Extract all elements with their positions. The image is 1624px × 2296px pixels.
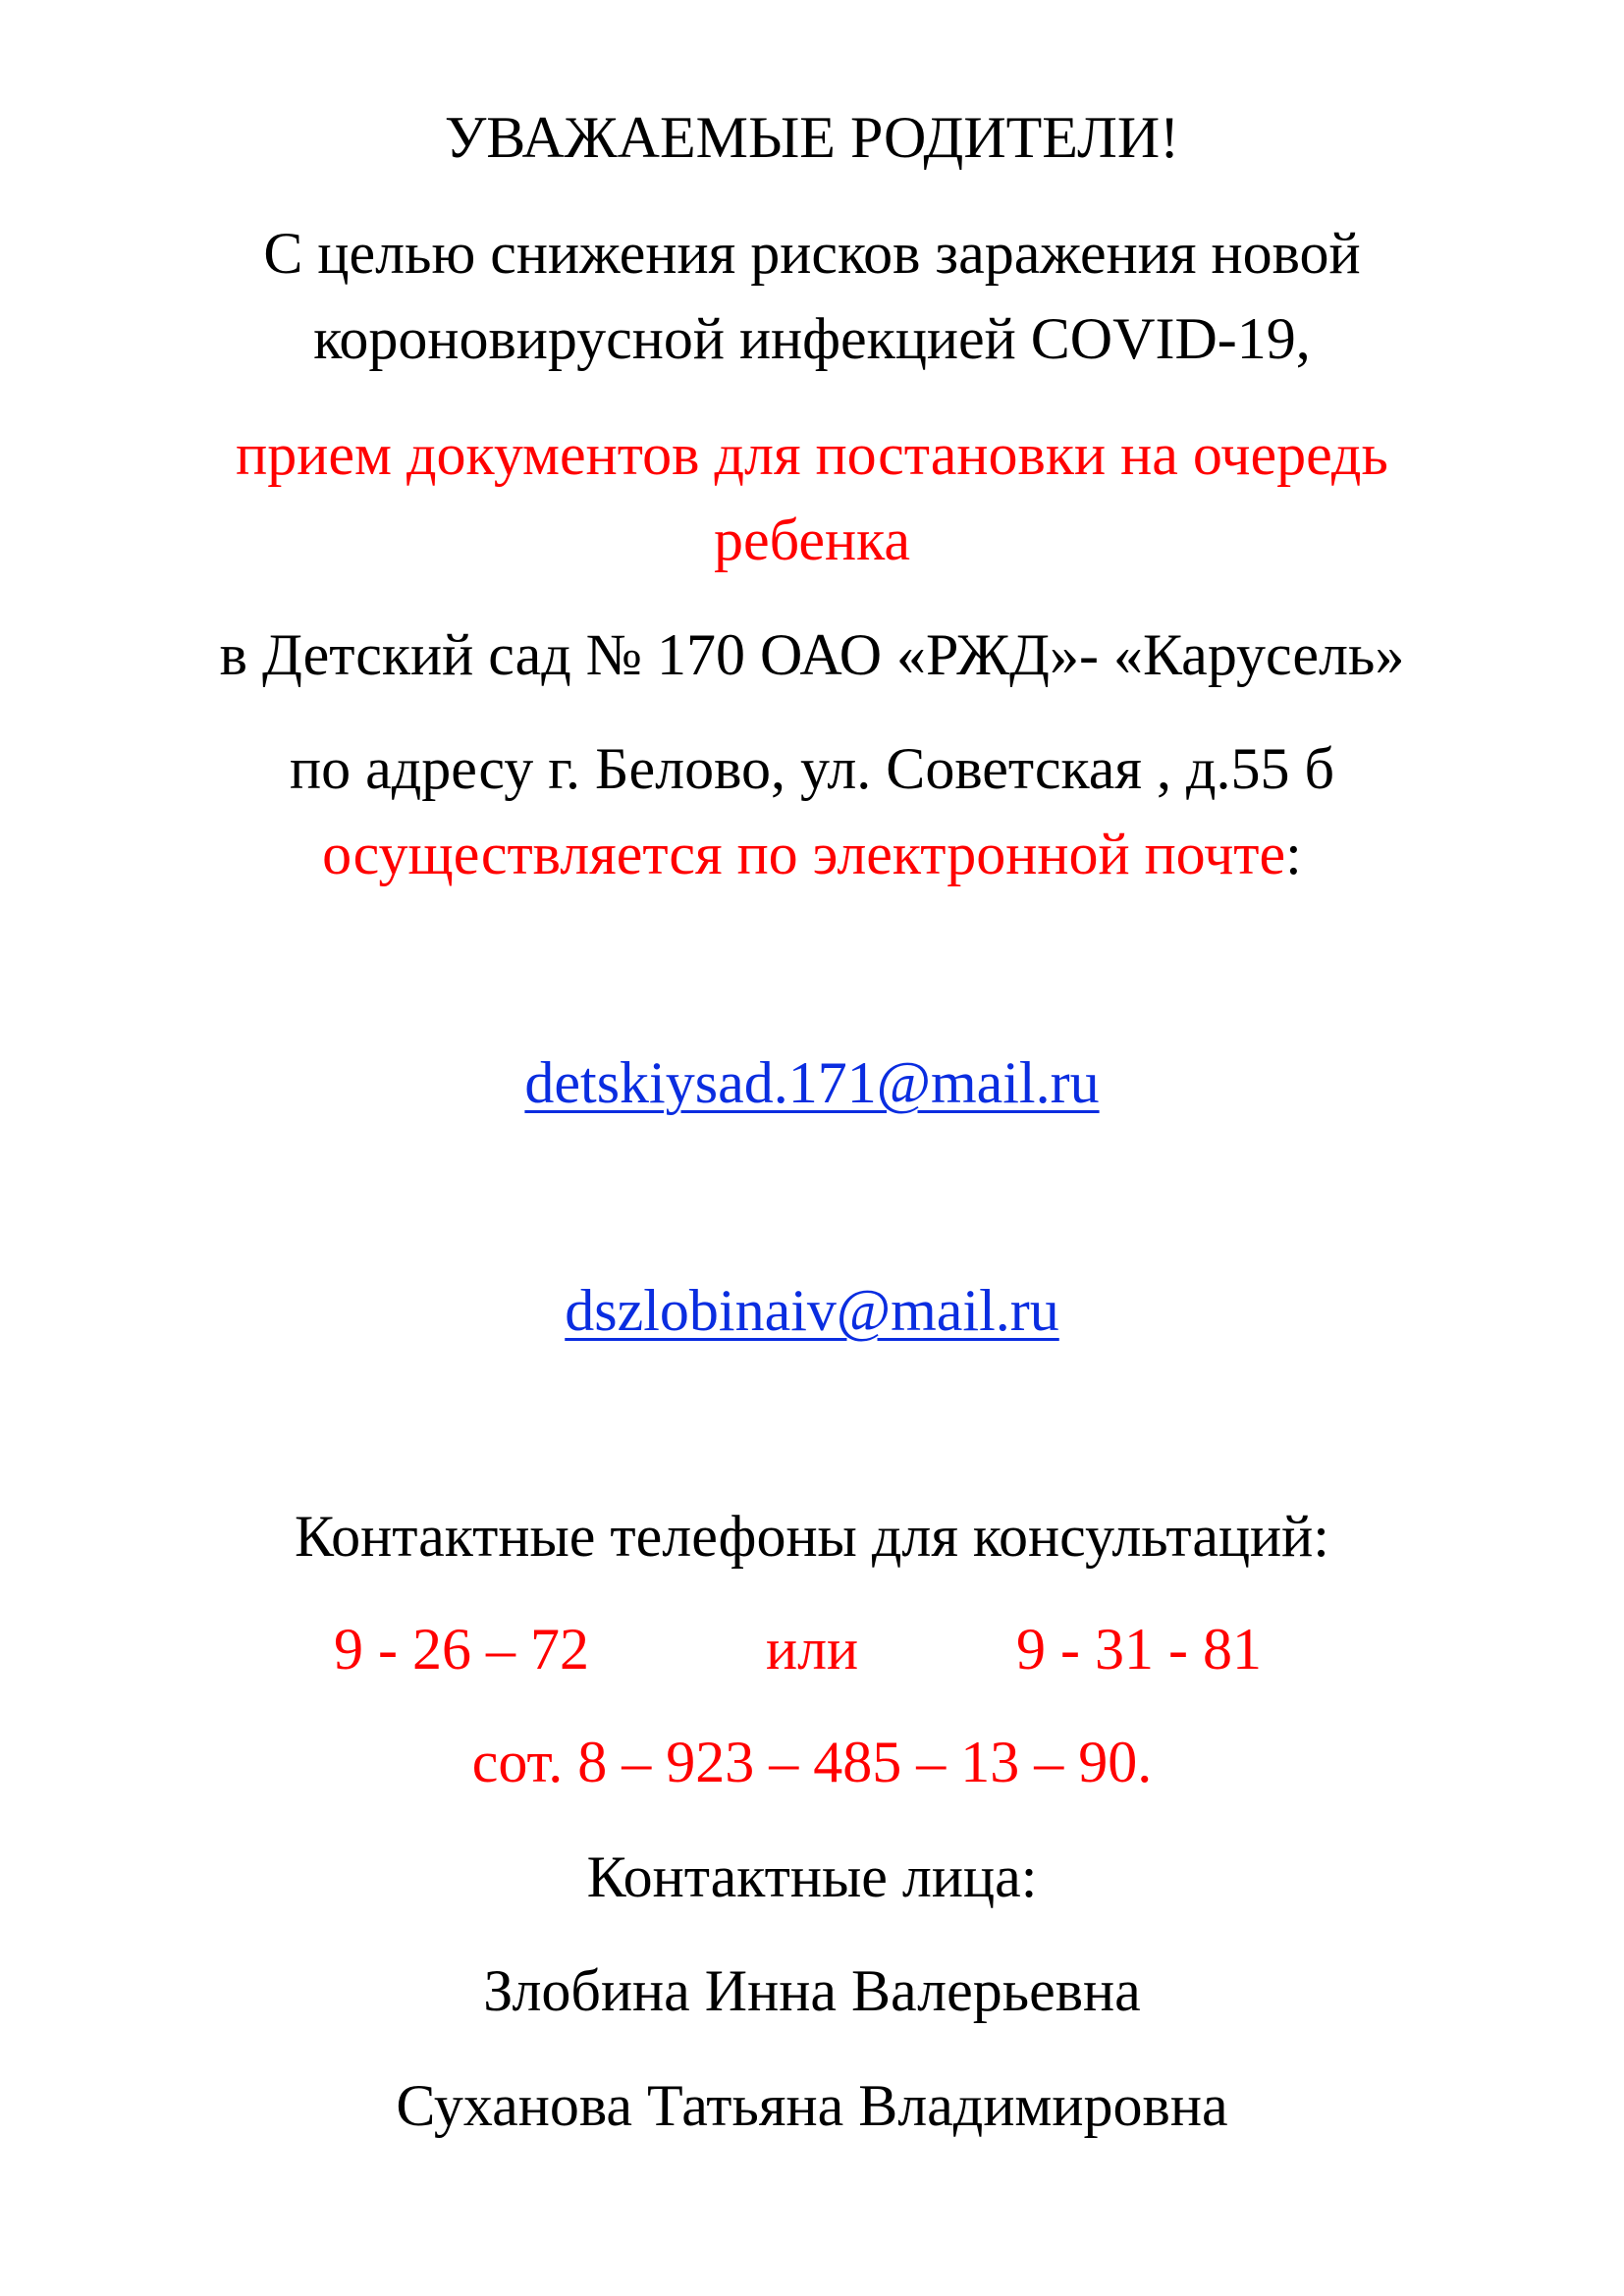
email-link-secondary[interactable]: dszlobinaiv@mail.ru [565,1278,1059,1343]
email-link-primary[interactable]: detskiysad.171@mail.ru [524,1050,1100,1115]
email-line-2 [0,1276,1624,1345]
phone-number-1: 9 - 26 – 72 [334,1617,589,1682]
contact-person-2: Суханова Татьяна Владимировна [396,2073,1228,2138]
email-line-1 [0,1048,1624,1117]
submission-method-colon: : [1285,822,1302,886]
submission-method-text: осуществляется по электронной почте [322,822,1286,886]
contact-person-1: Злобина Инна Валерьевна [483,1958,1141,2023]
phones-label: Контактные телефоны для консультаций: [295,1504,1329,1569]
notice-line-2: ребенка [714,507,910,572]
phone-separator: или [766,1617,859,1682]
address-line: по адресу г. Белово, ул. Советская , д.55 б [289,736,1335,801]
mobile-phone: сот. 8 – 923 – 485 – 13 – 90. [471,1730,1153,1794]
phone-number-2: 9 - 31 - 81 [1016,1617,1262,1682]
phone-numbers-row [0,1615,1624,1683]
contacts-label: Контактные лица: [586,1844,1038,1909]
intro-line-2: короновирусной инфекцией COVID-19, [313,306,1311,371]
institution-name: в Детский сад № 170 ОАО «РЖД»- «Карусель» [219,622,1405,687]
page-title: УВАЖАЕМЫЕ РОДИТЕЛИ! [444,105,1180,170]
submission-method [0,820,1624,888]
notice-line-1: прием документов для постановки на очередь [236,422,1388,487]
intro-line-1: С целью снижения рисков заражения новой [263,221,1361,286]
